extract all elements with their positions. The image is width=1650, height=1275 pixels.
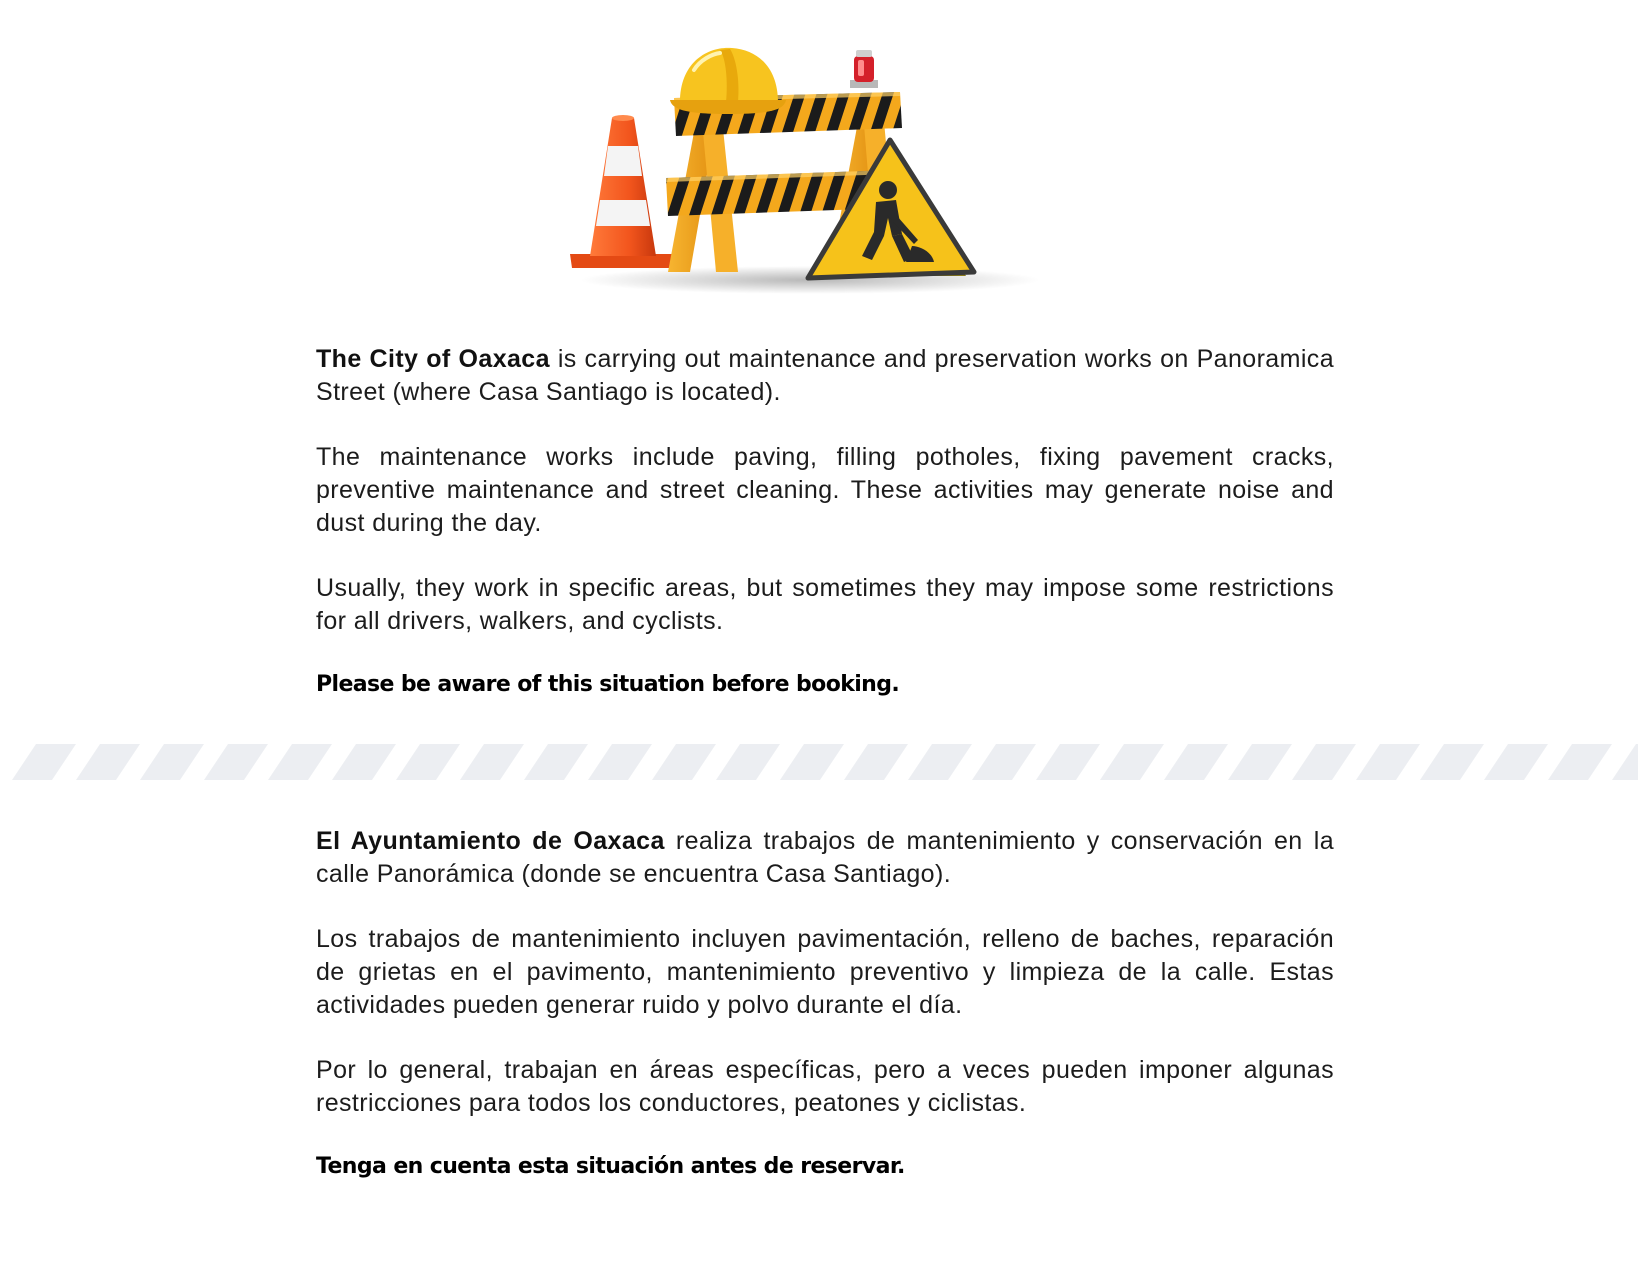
english-intro-paragraph (316, 343, 1334, 409)
warning-light-icon (850, 50, 878, 88)
spanish-section (316, 825, 1334, 1182)
spanish-intro-lead: El Ayuntamiento de Oaxaca (316, 827, 665, 855)
spanish-restrictions-paragraph: Por lo general, trabajan en áreas específicas, pero a veces pueden imponer algunas restricciones para todos los conductores, peatones y ciclistas. (316, 1056, 1334, 1117)
spanish-intro-paragraph (316, 825, 1334, 891)
construction-illustration (570, 40, 1050, 300)
spanish-works-paragraph: Los trabajos de mantenimiento incluyen pavimentación, relleno de baches, reparación de grietas en el pavimento, mantenimiento preventivo y limpieza de la calle. Estas actividades pueden generar ruido y polvo durante el día. (316, 925, 1334, 1019)
traffic-cone-icon (570, 115, 678, 268)
english-booking-notice: Please be aware of this situation before booking. (316, 672, 900, 697)
spanish-intro-text: realiza trabajos de mantenimiento y conservación en la calle Panorámica (donde se encuentra Casa Santiago). (316, 827, 1334, 888)
hazard-stripe-divider (12, 744, 1638, 780)
hard-hat-icon (670, 48, 786, 114)
english-restrictions-paragraph: Usually, they work in specific areas, but sometimes they may impose some restrictions for all drivers, walkers, and cyclists. (316, 574, 1334, 635)
english-section (316, 343, 1334, 700)
english-works-paragraph: The maintenance works include paving, filling potholes, fixing pavement cracks, preventive maintenance and street cleaning. These activities may generate noise and dust during the day. (316, 443, 1334, 537)
spanish-booking-notice: Tenga en cuenta esta situación antes de reservar. (316, 1154, 905, 1179)
english-intro-lead: The City of Oaxaca (316, 345, 550, 373)
english-intro-text: is carrying out maintenance and preservation works on Panoramica Street (where Casa Santiago is located). (316, 345, 1334, 406)
